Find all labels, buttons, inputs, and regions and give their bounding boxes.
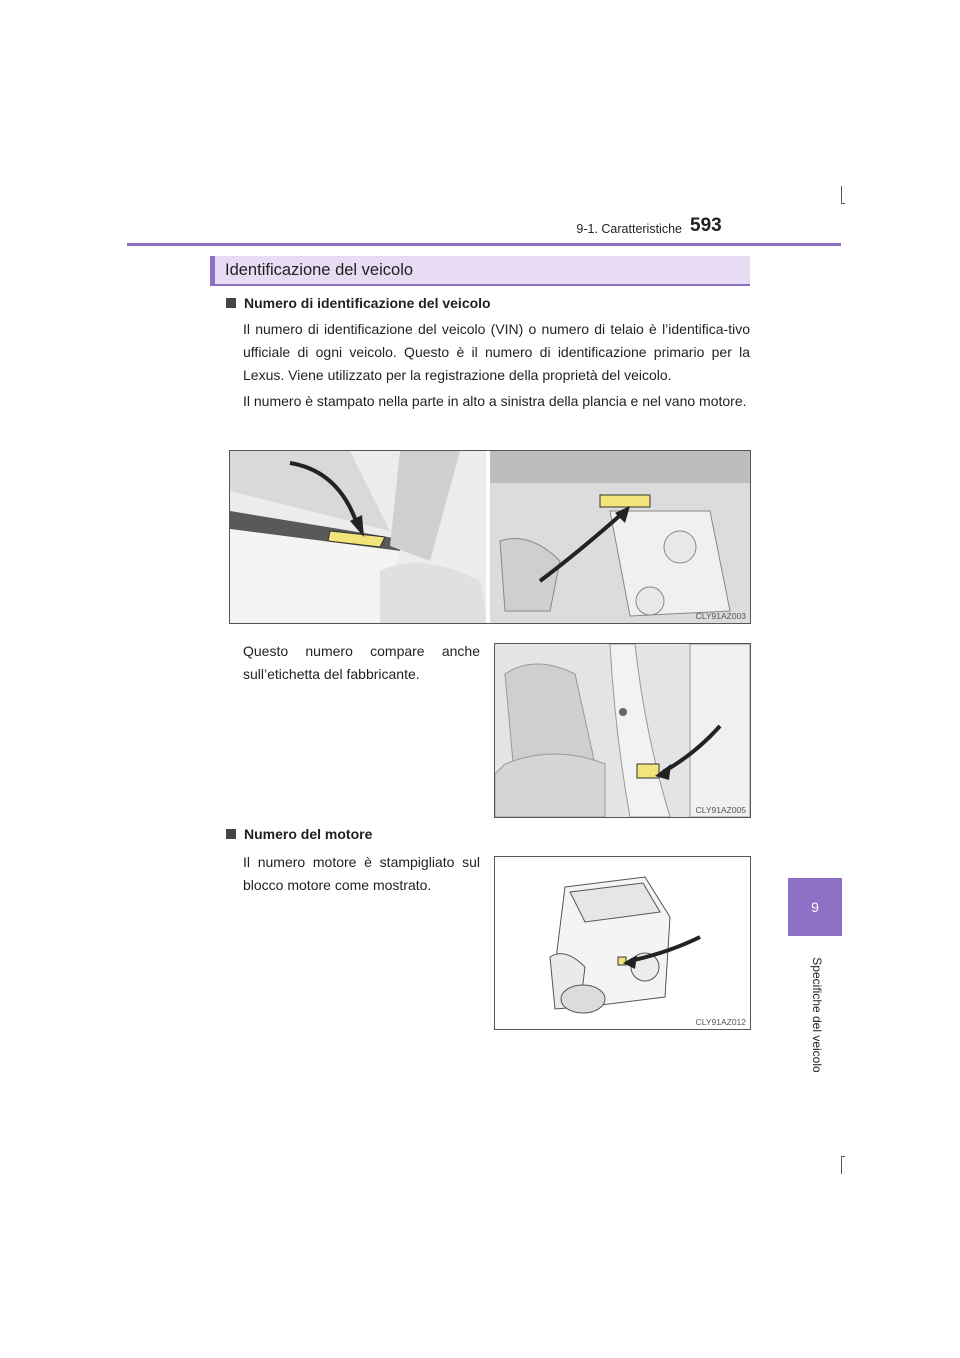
engine-paragraph: Il numero motore è stampigliato sul blocco motore come mostrato.: [243, 854, 480, 893]
vin-heading-text: Numero di identificazione del veicolo: [244, 295, 491, 311]
vin-location-figure: [229, 450, 751, 624]
crop-mark: [841, 1156, 845, 1157]
header-rule: [127, 243, 841, 246]
crop-mark: [841, 203, 845, 204]
square-bullet-icon: [226, 298, 236, 308]
page-number: 593: [690, 215, 722, 236]
engine-number-figure: [494, 856, 751, 1030]
vin-paragraph-3: Questo numero compare anche sull’etichetta del fabbricante.: [243, 643, 480, 682]
chapter-number: 9: [811, 899, 819, 915]
figure-code: CLY91AZ012: [695, 1017, 746, 1027]
manufacturer-label-figure: [494, 643, 751, 818]
vin-heading: [226, 295, 491, 311]
manufacturer-label-illustration: [495, 644, 750, 817]
section-title-bar: [210, 256, 750, 286]
vin-location-illustration: [230, 451, 750, 623]
crop-mark: [841, 186, 842, 204]
vin-paragraph-1: Il numero di identificazione del veicolo (VIN) o numero di telaio è l’identifica-tivo ufficiale di ogni veicolo. Questo è il numero di identificazione primario per la Lexus. Viene utilizzato per la registrazione della proprietà del veicolo.: [243, 321, 750, 383]
figure-code: CLY91AZ005: [695, 805, 746, 815]
chapter-tab: [788, 878, 842, 936]
running-header-section: 9-1. Caratteristiche: [576, 222, 682, 236]
section-title: Identificazione del veicolo: [225, 260, 414, 279]
crop-mark: [841, 1156, 842, 1174]
vin-paragraph-2: Il numero è stampato nella parte in alto a sinistra della plancia e nel vano motore.: [243, 393, 747, 409]
figure-code: CLY91AZ003: [695, 611, 746, 621]
engine-heading: [226, 826, 372, 842]
engine-heading-text: Numero del motore: [244, 826, 373, 842]
chapter-label: Specifiche del veicolo: [810, 957, 824, 1073]
engine-block-illustration: [495, 857, 750, 1029]
square-bullet-icon: [226, 829, 236, 839]
